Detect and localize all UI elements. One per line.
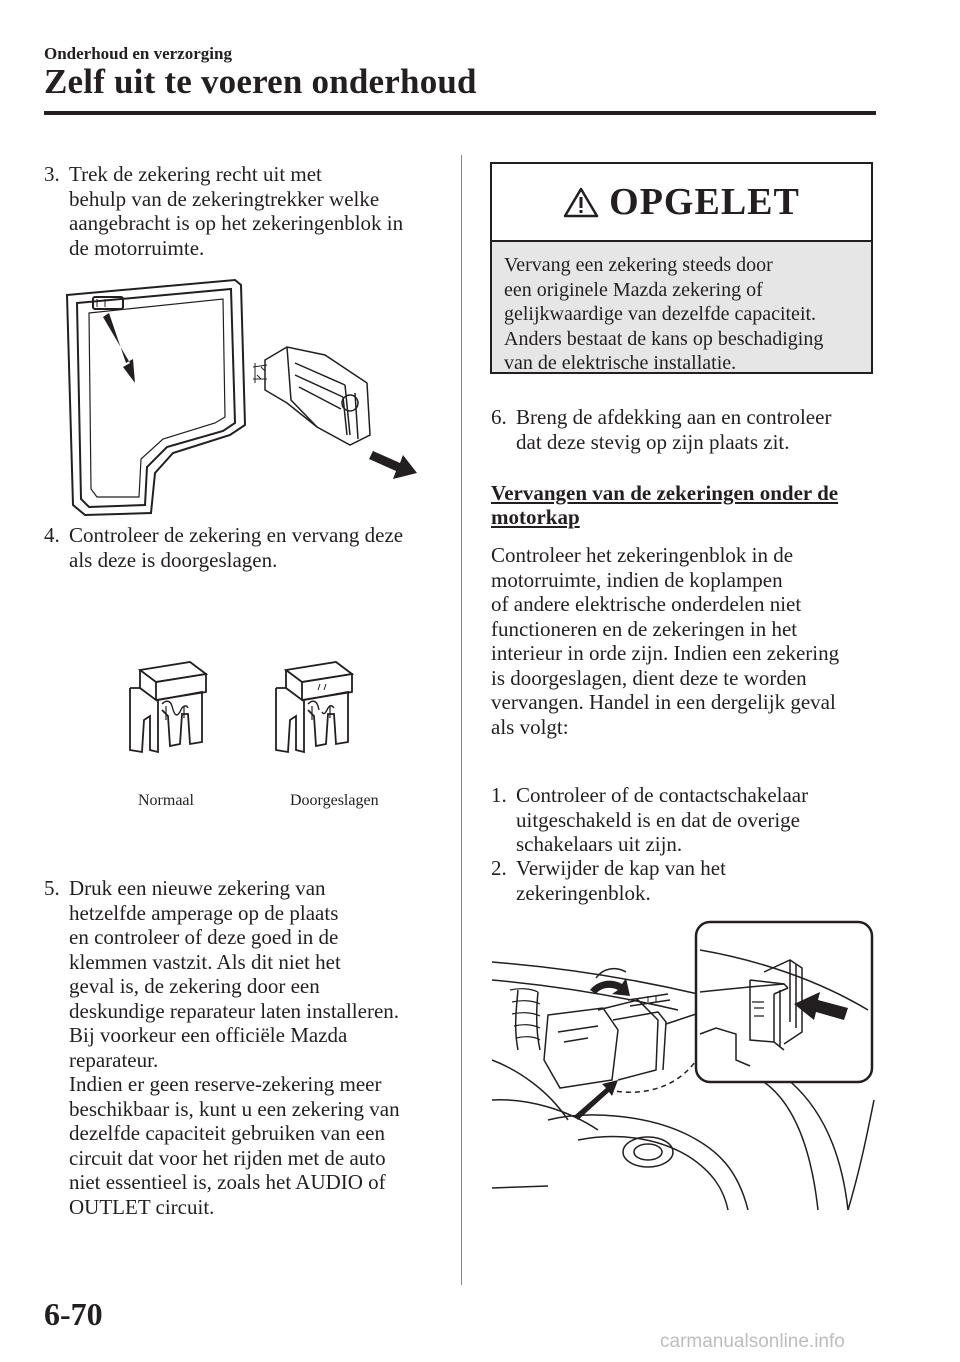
engine-bay-illustration [488,920,878,1210]
step-1 [491,783,891,857]
step-number: 6. [491,405,507,429]
step-line: beschikbaar is, kunt u een zekering van [69,1096,400,1121]
intro-line: of andere elektrische onderdelen niet [491,592,802,616]
step-2 [491,856,891,905]
subheading-line: motorkap [491,505,580,529]
title-rule [44,111,876,115]
fuse-blown-icon [268,660,360,760]
step-3 [44,162,454,260]
step-line: Bij voorkeur een officiële Mazda [69,1023,348,1047]
page-title: Zelf uit te voeren onderhoud [44,62,477,101]
step-line: Controleer de zekering en vervang deze [69,523,404,547]
step-line: geval is, de zekering door een [69,974,320,998]
step-line: Verwijder de kap van het [516,856,726,880]
step-line: Druk een nieuwe zekering van [69,876,326,900]
warning-line: Vervang een zekering steeds door [504,254,773,276]
step-4 [44,523,454,572]
step-line: als deze is doorgeslagen. [69,547,278,572]
watermark: carmanualsonline.info [660,1331,845,1352]
warning-text [492,242,871,376]
section-label: Onderhoud en verzorging [44,44,232,63]
warning-line: van de elektrische installatie. [504,352,737,374]
step-line: schakelaars uit zijn. [516,832,683,856]
step-line: behulp van de zekeringtrekker welke [69,186,380,211]
subheading [491,481,891,529]
step-number: 2. [491,856,507,880]
fuse-normal-icon [122,660,214,760]
warning-box [490,162,873,374]
page-number: 6-70 [44,1296,103,1332]
fuse-blown-label: Doorgeslagen [290,792,379,809]
step-line: hetzelfde amperage op de plaats [69,900,339,925]
step-line: en controleer of deze goed in de [69,925,339,949]
step-line: Breng de afdekking aan en controleer [516,405,832,429]
subheading-line: Vervangen van de zekeringen onder de [491,481,839,505]
warning-title: OPGELET [609,181,800,223]
warning-triangle-icon [563,186,599,218]
step-line: circuit dat voor het rijden met de auto [69,1145,386,1170]
warning-line: een originele Mazda zekering of [504,278,763,301]
intro-line: motorruimte, indien de koplampen [491,567,783,592]
warning-header [492,164,871,242]
warning-line: gelijkwaardige van dezelfde capaciteit. [504,303,817,325]
step-line: de motorruimte. [69,235,205,260]
step-line: Trek de zekering recht uit met [69,162,322,186]
step-line: aangebracht is op het zekeringenblok in [69,211,404,235]
step-6 [491,405,891,454]
fuse-normal-label: Normaal [138,792,194,809]
step-5 [44,876,459,1219]
intro-line: vervangen. Handel in een dergelijk geval [491,690,836,714]
intro-line: als volgt: [491,714,569,739]
intro-paragraph [491,543,891,739]
step-line: deskundige reparateur laten installeren. [69,998,400,1023]
step-line: Controleer of de contactschakelaar [516,783,809,807]
step-line: zekeringenblok. [516,880,651,905]
intro-line: is doorgeslagen, dient deze te worden [491,665,807,690]
step-line: klemmen vastzit. Als dit niet het [69,949,341,974]
step-line: uitgeschakeld is en dat de overige [516,807,800,832]
step-number: 4. [44,523,60,547]
step-line: dat deze stevig op zijn plaats zit. [516,429,790,454]
step-line: niet essentieel is, zoals het AUDIO of [69,1170,386,1194]
step-line: Indien er geen reserve-zekering meer [69,1072,382,1096]
step-number: 5. [44,876,60,900]
step-number: 1. [491,783,507,807]
intro-line: interieur in orde zijn. Indien een zekering [491,641,840,665]
column-divider [461,155,462,1285]
intro-line: functioneren en de zekeringen in het [491,616,798,641]
intro-line: Controleer het zekeringenblok in de [491,543,794,567]
step-line: reparateur. [69,1047,159,1072]
step-line: OUTLET circuit. [69,1194,215,1219]
warning-line: Anders bestaat de kans op beschadiging [504,327,824,350]
fuse-puller-illustration [55,275,435,520]
step-number: 3. [44,162,60,186]
step-line: dezelfde capaciteit gebruiken van een [69,1121,385,1145]
